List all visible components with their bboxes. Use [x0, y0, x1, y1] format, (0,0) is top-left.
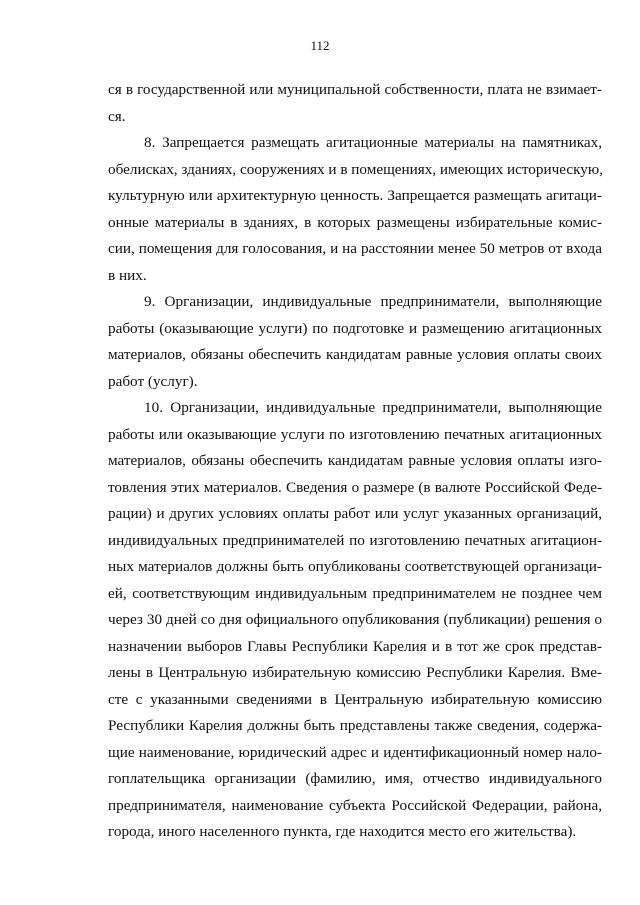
- text-line: в них.: [108, 266, 147, 284]
- text-line: через 30 дней со дня официального опубликования (публикации) решения о: [108, 611, 602, 628]
- text-line: работы или оказывающие услуги по изготовлению печатных агитационных: [108, 425, 602, 443]
- text-line: сте с указанными сведениями в Центральную избирательную комиссию: [108, 690, 602, 708]
- text-line: рации) и других условиях оплаты работ или услуг указанных организаций,: [108, 505, 602, 522]
- text-line: щие наименование, юридический адрес и идентификационный номер нало-: [108, 743, 602, 761]
- text-line: индивидуальных предпринимателей по изготовлению печатных агитацион-: [108, 531, 602, 549]
- text-line: города, иного населенного пункта, где находится место его жительства).: [108, 823, 577, 840]
- text-line: материалов, обязаны обеспечить кандидатам равные условия оплаты своих: [108, 346, 602, 363]
- document-body: [108, 77, 602, 846]
- text-line: 9. Организации, индивидуальные предприниматели, выполняющие: [144, 293, 602, 310]
- paragraph-item-10: [108, 395, 602, 846]
- text-line: работы (оказывающие услуги) по подготовке и размещению агитационных: [108, 319, 602, 337]
- text-line: Республики Карелия должны быть представлены также сведения, содержа-: [108, 717, 602, 734]
- text-line: предпринимателя, наименование субъекта Российской Федерации, района,: [108, 796, 602, 814]
- text-line: работ (услуг).: [108, 372, 198, 390]
- text-line: 10. Организации, индивидуальные предприниматели, выполняющие: [144, 399, 602, 416]
- text-line: материалов, обязаны обеспечить кандидатам равные условия оплаты изго-: [108, 452, 602, 469]
- text-line: лены в Центральную избирательную комиссию Республики Карелия. Вме-: [108, 664, 602, 681]
- text-line: сии, помещения для голосования, и на расстоянии менее 50 метров от входа: [108, 240, 602, 257]
- paragraph-continuation: [108, 77, 602, 130]
- text-line: ся.: [108, 107, 126, 125]
- text-line: назначении выборов Главы Республики Карелия и в тот же срок представ-: [108, 637, 602, 655]
- text-line: товления этих материалов. Сведения о размере (в валюте Российской Феде-: [108, 478, 602, 496]
- text-line: онные материалы в зданиях, в которых размещены избирательные комис-: [108, 213, 602, 231]
- paragraph-item-8: [108, 130, 602, 289]
- paragraph-item-9: [108, 289, 602, 395]
- text-line: обелисках, зданиях, сооружениях и в помещениях, имеющих историческую,: [108, 160, 603, 178]
- text-line: гоплательщика организации (фамилию, имя, отчество индивидуального: [108, 770, 602, 787]
- text-line: ных материалов должны быть опубликованы соответствующей организаци-: [108, 558, 602, 575]
- text-line: 8. Запрещается размещать агитационные материалы на памятниках,: [144, 134, 602, 151]
- text-line: ей, соответствующим индивидуальным предпринимателем не позднее чем: [108, 584, 602, 602]
- text-line: культурную или архитектурную ценность. Запрещается размещать агитаци-: [108, 187, 602, 204]
- page-number: 112: [310, 38, 330, 53]
- text-line: ся в государственной или муниципальной собственности, плата не взимает-: [108, 81, 602, 98]
